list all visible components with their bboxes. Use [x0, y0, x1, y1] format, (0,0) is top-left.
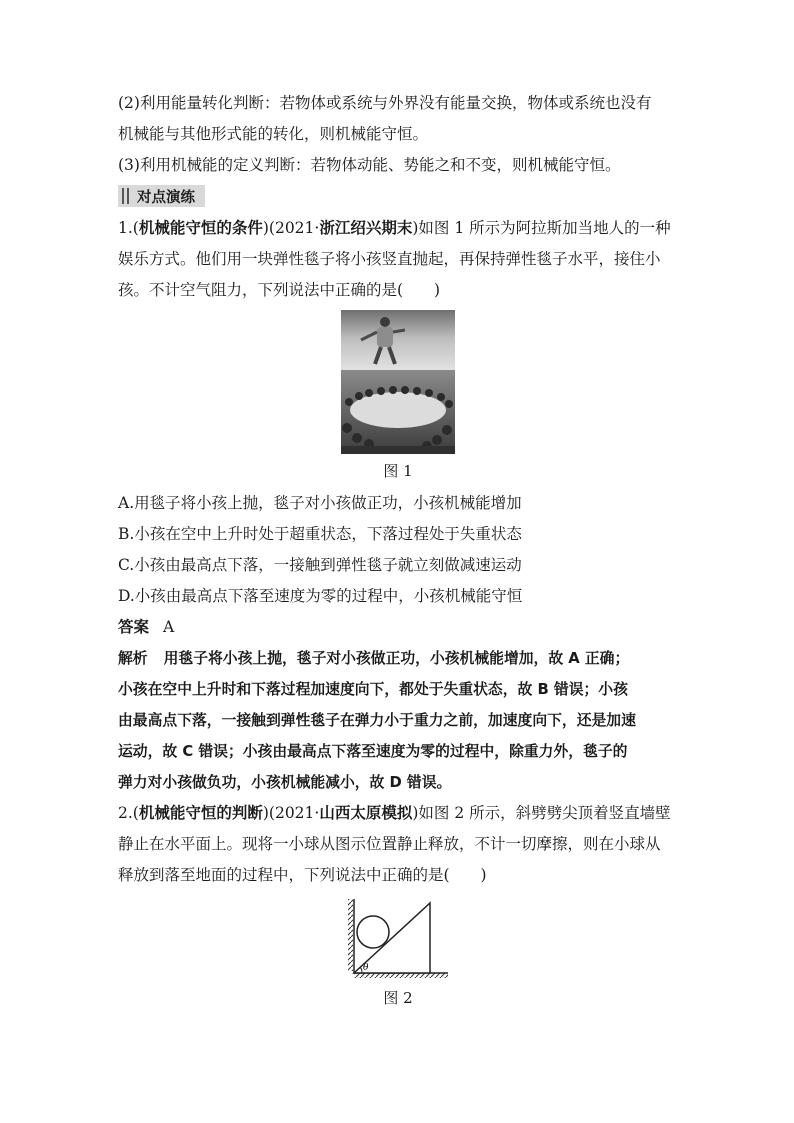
q1-option-d: D.小孩由最高点下落至速度为零的过程中，小孩机械能守恒: [118, 587, 523, 605]
ball: [357, 916, 389, 948]
intro-line-3: (3)利用机械能的定义判断：若物体动能、势能之和不变，则机械能守恒。: [118, 156, 621, 174]
answer-value: A: [163, 618, 175, 636]
q1-line-1: [118, 213, 678, 244]
explanation-line-2: 小孩在空中上升时和下落过程加速度向下，都处于失重状态，故 B 错误；小孩: [118, 681, 628, 698]
q1-topic-tag: 机械能守恒的条件: [138, 219, 263, 237]
angle-label: θ: [363, 963, 369, 973]
figure-1-photo: [341, 310, 455, 454]
figure-1: [118, 310, 678, 484]
q1-line-2: 娱乐方式。他们用一块弹性毯子将小孩竖直抛起，再保持弹性毯子水平，接住小: [118, 250, 661, 268]
intro-line-2: 机械能与其他形式能的转化，则机械能守恒。: [118, 125, 429, 143]
figure-1-caption: 图 1: [383, 462, 413, 480]
q2-text-1: )如图 2 所示，斜劈劈尖顶着竖直墙壁: [412, 804, 671, 822]
answer-label: 答案: [118, 618, 150, 636]
q1-text-1: )如图 1 所示为阿拉斯加当地人的一种: [412, 219, 671, 237]
q1-option-a: A.用毯子将小孩上抛，毯子对小孩做正功，小孩机械能增加: [118, 494, 522, 512]
q2-source: 山西太原模拟: [319, 804, 413, 822]
q1-source: 浙江绍兴期末: [319, 219, 413, 237]
q2-line-1: [118, 798, 678, 829]
explanation-line-4: 运动，故 C 错误；小孩由最高点下落至速度为零的过程中，除重力外，毯子的: [118, 743, 628, 760]
q1-option-b: B.小孩在空中上升时处于超重状态，下落过程处于失重状态: [118, 525, 522, 543]
q2-line-3: 释放到落至地面的过程中，下列说法中正确的是( ): [118, 866, 487, 884]
q1-answer: [118, 612, 678, 643]
section-label: 对点演练: [137, 189, 195, 206]
q2-source-open: )(2021·: [262, 804, 320, 822]
explanation-line-3: 由最高点下落，一接触到弹性毯子在弹力小于重力之前，加速度向下，还是加速: [118, 712, 636, 729]
intro-line-1: (2)利用能量转化判断：若物体或系统与外界没有能量交换，物体或系统也没有: [118, 94, 652, 112]
q1-source-open: )(2021·: [262, 219, 320, 237]
figure-2: [118, 897, 678, 1011]
q1-number: 1.(: [118, 219, 139, 237]
q1-explanation: [118, 643, 678, 798]
section-bars-icon: [122, 188, 129, 204]
q1-line-3: 孩。不计空气阻力，下列说法中正确的是( ): [118, 281, 441, 299]
figure-2-caption: 图 2: [383, 989, 413, 1007]
wall-hatch: [348, 899, 353, 971]
explanation-label: 解析: [118, 650, 148, 667]
q2-topic-tag: 机械能守恒的判断: [138, 804, 263, 822]
explanation-line-1: [118, 643, 678, 674]
document-page: [118, 88, 678, 1011]
explanation-line-5: 弹力对小孩做负功，小孩机械能减小，故 D 错误。: [118, 774, 452, 791]
section-heading: [118, 185, 205, 207]
figure-2-diagram: [346, 897, 450, 981]
q1-option-c: C.小孩由最高点下落，一接触到弹性毯子就立刻做减速运动: [118, 556, 522, 574]
q2-number: 2.(: [118, 804, 139, 822]
explanation-text-1: 用毯子将小孩上抛，毯子对小孩做正功，小孩机械能增加，故 A 正确；: [163, 650, 630, 667]
q2-line-2: 静止在水平面上。现将一小球从图示位置静止释放，不计一切摩擦，则在小球从: [118, 835, 661, 853]
